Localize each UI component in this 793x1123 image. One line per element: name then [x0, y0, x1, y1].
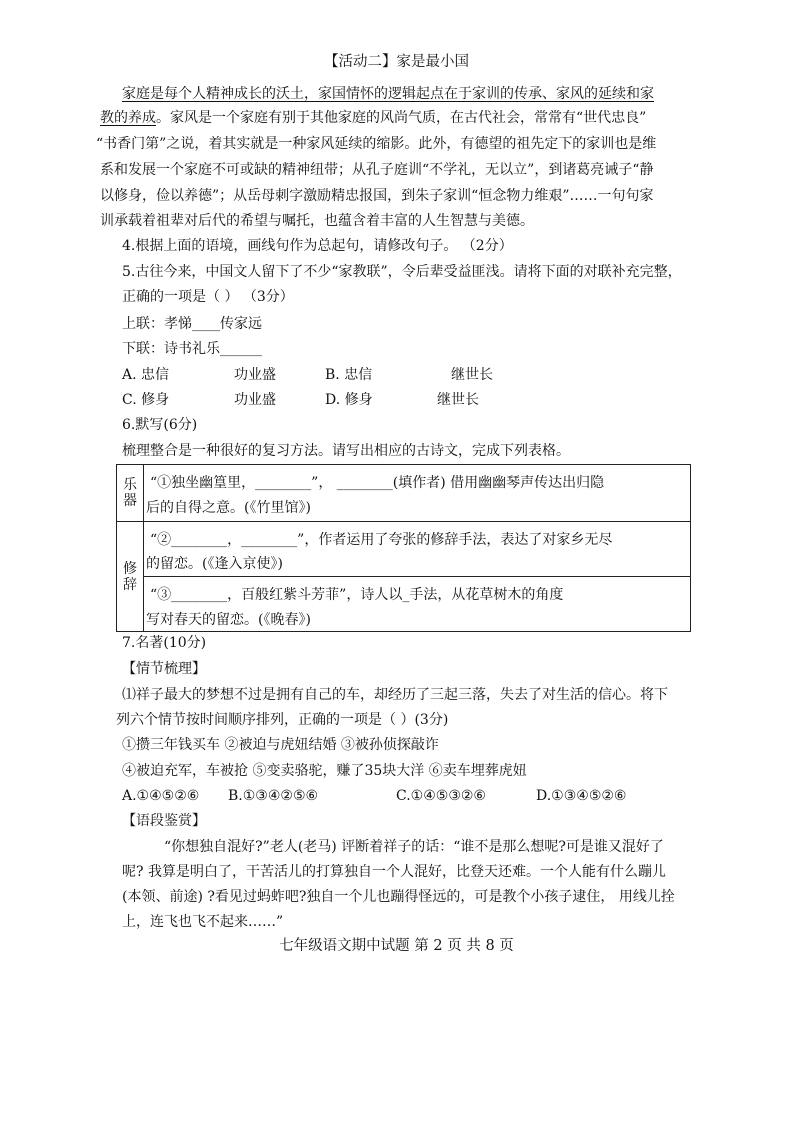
category-label-rhetoric: 修辞 — [123, 560, 137, 593]
table-row-2 — [144, 522, 691, 577]
row-3-line-2: 写对春天的留恋。(《晚春》) — [146, 612, 311, 628]
passage-line-3: “书香门第”之说，着其实就是一种家风延续的缩影。此外，有德望的祖先定下的家训也是维 — [96, 136, 657, 152]
plot-items-line-1: ①攒三年钱买车 ②被迫与虎妞结婚 ③被孙侦探敲诈 — [122, 737, 439, 753]
quote-line-3: (本领、前途) ?看见过蚂蚱吧?独自一个儿也蹦得怪远的，可是教个小孩子逮住， 用线儿拴 — [122, 889, 675, 905]
subsection-plot: 【情节梳理】 — [122, 661, 206, 677]
passage-line-2 — [100, 108, 646, 128]
category-cell-rhetoric — [117, 522, 144, 632]
plot-items-line-2: ④被迫充军，车被抢 ⑤变卖骆驼，赚了35块大洋 ⑥卖车埋葬虎妞 — [122, 763, 527, 779]
option-b-value: 继世长 — [451, 367, 493, 383]
option-d: D.①③④⑤②⑥ — [536, 788, 627, 804]
passage-line-1 — [122, 84, 654, 104]
option-d-value: 继世长 — [437, 392, 479, 408]
passage-text: 。家风是一个家庭有别于其他家庭的风尚气质，在古代社会，常常有“世代忠良” — [156, 110, 647, 126]
section-heading: 【活动二】家是最小国 — [324, 54, 469, 70]
passage-line-6: 训承载着祖辈对后代的希望与嘱托，也蕴含着丰富的人生智慧与美德。 — [100, 213, 534, 229]
question-7-1-line-1: ⑴祥子最大的梦想不过是拥有自己的车，却经历了三起三落，失去了对生活的信心。将下 — [122, 687, 668, 703]
option-d-label: D. 修身 — [325, 392, 373, 408]
quote-line-1: “你想独自混好?”老人(老马) 评断着祥子的话：“谁不是那么想呢?可是谁又混好了 — [164, 839, 664, 855]
row-2-line-1: “②________，________”，作者运用了夸张的修辞手法，表达了对家乡无尽 — [150, 532, 613, 548]
row-3-line-1: “③________，百般红紫斗芳菲”，诗人以_手法，从花草树木的角度 — [150, 587, 564, 603]
question-4: 4.根据上面的语境，画线句作为总起句，请修改句子。 （2分） — [122, 238, 513, 254]
option-a-label: A. 忠信 — [122, 367, 170, 383]
quote-line-4: 上，连飞也飞不起来……” — [122, 914, 284, 930]
option-a: A.①④⑤②⑥ — [122, 788, 200, 804]
row-1-line-1: “①独坐幽篁里，________”， ________(填作者) 借用幽幽琴声传达出归隐 — [150, 475, 605, 491]
passage-line-4: 系和发展一个家庭不可或缺的精神纽带；从孔子庭训“不学礼，无以立”，到诸葛亮诫子“静 — [100, 162, 654, 178]
option-c-value: 功业盛 — [234, 392, 276, 408]
table-row-1 — [144, 465, 691, 522]
question-7-title: 7.名著(10分) — [122, 635, 207, 651]
category-label-instrument: 乐器 — [123, 477, 137, 509]
category-cell-instrument — [117, 465, 144, 522]
question-6-intro: 梳理整合是一种很好的复习方法。请写出相应的古诗文，完成下列表格。 — [122, 443, 570, 459]
option-c: C.①④⑤③②⑥ — [396, 788, 486, 804]
couplet-upper: 上联：孝悌____传家远 — [122, 316, 262, 332]
table-row-3 — [144, 577, 691, 632]
option-c-label: C. 修身 — [122, 392, 170, 408]
row-1-line-2: 后的自得之意。(《竹里馆》) — [146, 500, 311, 516]
passage-line-5: 以修身，俭以养德”；从岳母刺字激励精忠报国，到朱子家训“恒念物力维艰”……一句句家 — [100, 188, 654, 204]
topic-sentence-underlined: 家庭是每个人精神成长的沃土，家国情怀的逻辑起点在于家训的传承、家风的延续和家 — [122, 86, 654, 102]
topic-sentence-underlined-end: 教的养成 — [100, 110, 156, 126]
question-6-title: 6.默写(6分) — [122, 417, 198, 433]
page-footer: 七年级语文期中试题 第 2 页 共 8 页 — [279, 938, 514, 954]
subsection-passage: 【语段鉴赏】 — [122, 813, 206, 829]
question-7-1-line-2: 列六个情节按时间顺序排列，正确的一项是（ ）(3分) — [116, 712, 449, 728]
option-a-value: 功业盛 — [234, 367, 276, 383]
couplet-lower: 下联：诗书礼乐______ — [122, 341, 262, 357]
question-5-line-2: 正确的一项是（ ） （3分） — [122, 289, 294, 305]
question-5-line-1: 5.古往今来，中国文人留下了不少“家教联”，令后辈受益匪浅。请将下面的对联补充完整， — [122, 264, 682, 280]
quote-line-2: 呢? 我算是明白了，干苦活儿的打算独自一个人混好，比登天还难。一个人能有什么蹦儿 — [122, 864, 666, 880]
option-b-label: B. 忠信 — [325, 367, 373, 383]
option-b: B.①③④②⑤⑥ — [228, 788, 319, 804]
poetry-table — [116, 464, 691, 632]
row-2-line-2: 的留恋。(《逢入京使》) — [146, 556, 283, 572]
